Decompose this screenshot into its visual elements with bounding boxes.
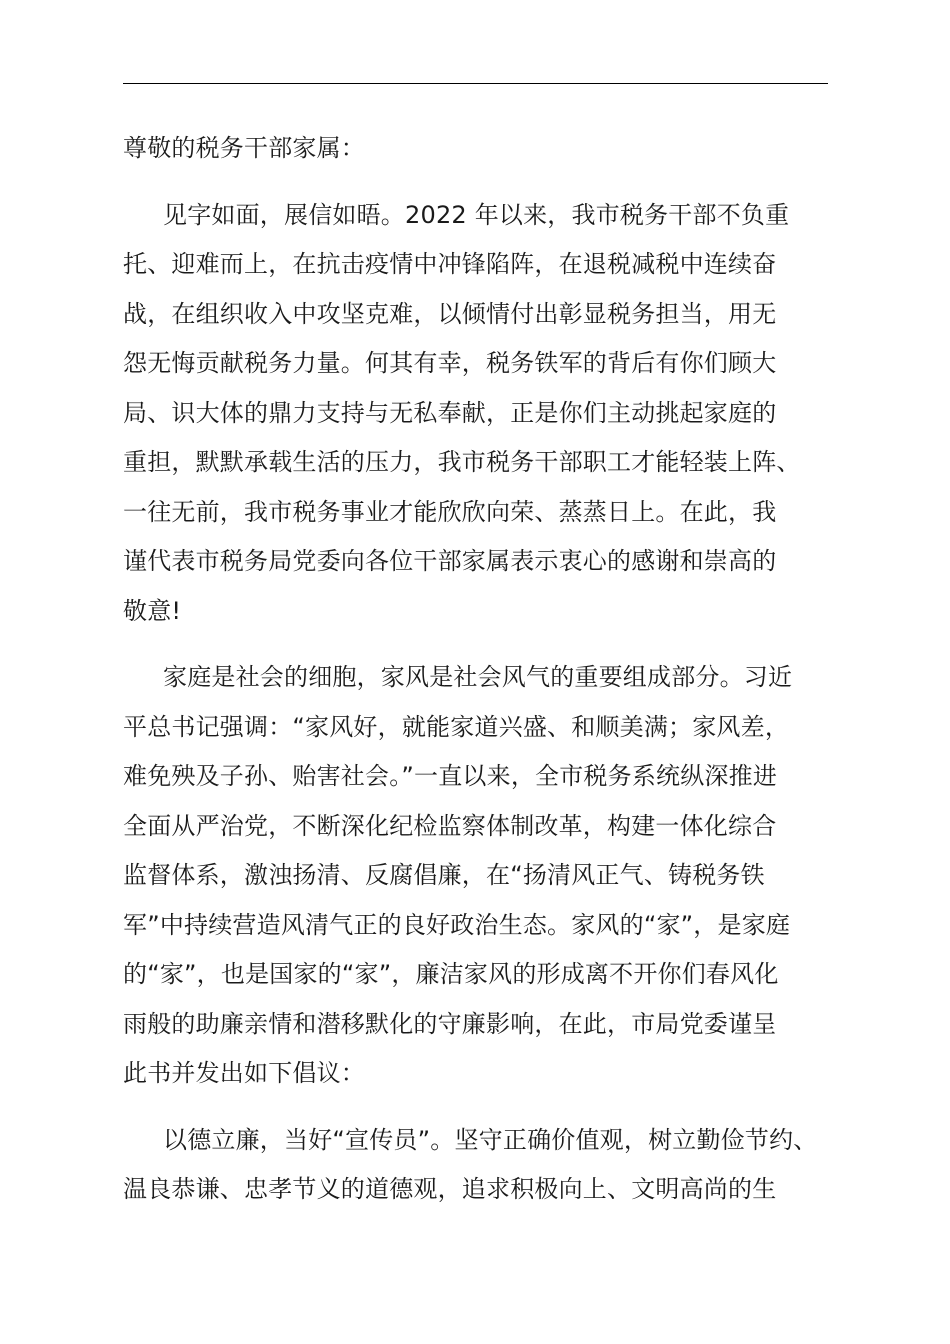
text-line: 以德立廉，当好“宣传员”。坚守正确价值观，树立勤俭节约、 xyxy=(163,1125,818,1154)
text-line: 的“家”，也是国家的“家”，廉洁家风的形成离不开你们春风化 xyxy=(123,960,779,988)
text-line: 军”中持续营造风清气正的良好政治生态。家风的“家”，是家庭 xyxy=(123,910,791,939)
salutation: 尊敬的税务干部家属： xyxy=(123,134,365,162)
text-line: 谨代表市税务局党委向各位干部家属表示衷心的感谢和崇高的 xyxy=(123,547,777,575)
text-line: 战，在组织收入中攻坚克难，以倾情付出彰显税务担当，用无 xyxy=(123,299,777,328)
paragraph-family-values xyxy=(123,653,843,1099)
text-line: 见字如面，展信如晤。2022 年以来，我市税务干部不负重 xyxy=(163,200,790,229)
text-line: 此书并发出如下倡议： xyxy=(123,1059,365,1087)
text-line: 怨无悔贡献税务力量。何其有幸，税务铁军的背后有你们顾大 xyxy=(123,349,777,377)
text-line: 敬意! xyxy=(123,596,182,625)
paragraph-gratitude xyxy=(123,191,843,637)
text-line: 平总书记强调：“家风好，就能家道兴盛、和顺美满；家风差， xyxy=(123,712,790,741)
text-line: 家庭是社会的细胞，家风是社会风气的重要组成部分。习近 xyxy=(163,663,793,691)
text-line: 监督体系，激浊扬清、反腐倡廉，在“扬清风正气、铸税务铁 xyxy=(123,861,765,889)
header-rule xyxy=(123,83,828,84)
text-line: 重担，默默承载生活的压力，我市税务干部职工才能轻装上阵、 xyxy=(123,448,801,476)
text-line: 全面从严治党，不断深化纪检监察体制改革，构建一体化综合 xyxy=(123,811,777,840)
text-line: 难免殃及子孙、贻害社会。”一直以来，全市税务系统纵深推进 xyxy=(123,762,778,790)
text-line: 托、迎难而上，在抗击疫情中冲锋陷阵，在退税减税中连续奋 xyxy=(123,250,777,278)
text-line: 温良恭谦、忠孝节义的道德观，追求积极向上、文明高尚的生 xyxy=(123,1175,777,1203)
text-line: 雨般的助廉亲情和潜移默化的守廉影响，在此，市局党委谨呈 xyxy=(123,1009,777,1038)
text-line: 局、识大体的鼎力支持与无私奉献，正是你们主动挑起家庭的 xyxy=(123,398,777,427)
letter-body xyxy=(123,124,843,1215)
paragraph-proposal-1 xyxy=(123,1116,843,1215)
text-line: 一往无前，我市税务事业才能欣欣向荣、蒸蒸日上。在此，我 xyxy=(123,497,777,526)
